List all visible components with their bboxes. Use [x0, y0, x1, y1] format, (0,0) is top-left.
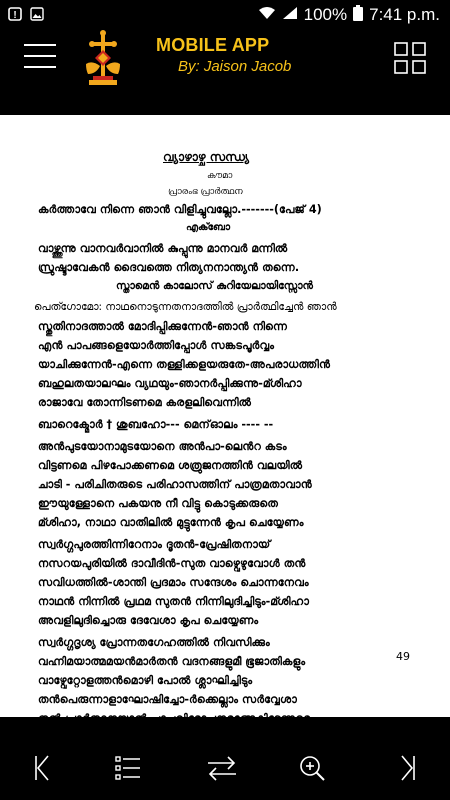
swap-button[interactable] [202, 754, 242, 790]
text-line: ബാറെക്മോർ † ശുബഹോ--- മെന്ഓലം ---- -- [38, 418, 274, 431]
text-line: മ്ശിഹാ, നാഥാ വാതിലിൽ മുട്ടുന്നേൻ കൃപ ചെയ്യേണം [38, 516, 304, 529]
grid-view-icon [394, 42, 426, 74]
first-page-icon [32, 754, 52, 782]
text-line: വഹ്നിമയാത്മമയൻമാർതൻ വദനങ്ങളുമീ ഭൂജാതികളും [38, 655, 306, 668]
clock: 7:41 p.m. [369, 5, 440, 24]
svg-text:!: ! [13, 9, 17, 21]
text-line: നാഥൻ നിന്നിൽ പ്രഥമ സുതൻ നിന്നിലുദിച്ചിടും-മ്ശിഹാ [38, 595, 310, 608]
text-line: നസറയപുരിയിൽ ദാവീദിൻ-സുത വാഴ്വെഴുവോൾ തൻ [38, 557, 306, 570]
table-of-contents-icon [114, 754, 142, 782]
menu-icon [24, 44, 56, 68]
text-line: സ്വർഗ്ഗദൃശ്യ പ്രോന്നതഗേഹത്തിൽ നിവസിക്കും [38, 636, 270, 649]
wifi-icon [258, 5, 276, 25]
first-page-button[interactable] [22, 754, 62, 790]
notification-icon [8, 6, 22, 25]
text-line: സ്വർഗ്ഗപുരത്തിന്നിറേനാം ദൂതൻ-പ്രേഷിതനായ് [38, 538, 271, 551]
text-line: എക്ബോ [186, 222, 231, 233]
text-line: യാചിക്കുന്നേൻ-എന്നെ തള്ളിക്കളയരുതേ-അപരാധത്തിൻ [38, 358, 331, 371]
zoom-in-button[interactable] [292, 754, 332, 790]
battery-percent: 100% [303, 5, 348, 24]
text-line: വാഴ്ത്തുന്നു വാനവർവാനിൽ കുപ്പുന്നു മാനവർ മന്നിൽ [38, 242, 288, 255]
text-line: ബഹുലതയാലഘം വ്യഥയും-ഞാനർപ്പിക്കുന്നു-മ്ശിഹാ [38, 377, 302, 390]
image-icon [30, 6, 44, 25]
page-number: 49 [396, 650, 410, 663]
zoom-in-icon [298, 754, 326, 782]
bottom-toolbar [0, 717, 450, 800]
text-line: സവിധത്തിൽ-ശാന്തി പ്രദമാം സന്ദേശം ചൊന്നനേവം [38, 576, 309, 589]
text-line: അവളിലുദിച്ചൊരു ദേവേശാ കൃപ ചെയ്യേണം [38, 614, 259, 627]
document-subtitle: കൗമാ [207, 171, 233, 181]
last-page-button[interactable] [388, 754, 428, 790]
document-section-heading: പ്രാരംഭ പ്രാർത്ഥന [168, 187, 243, 197]
text-line: അൻപുടയോനാമുടയോനെ അൻപാ-ലെൻറ കടം [38, 440, 287, 453]
app-header [0, 30, 450, 115]
text-line: കർത്താവേ നിന്നെ ഞാൻ വിളിച്ചുവല്ലോ.-------(പേജ് 4) [38, 203, 322, 216]
text-line: രാജാവേ തോന്നിടണമെ കരളലിവെന്നിൽ [38, 396, 252, 409]
grid-view-button[interactable] [394, 42, 426, 74]
text-line: തൻപെരുന്നാളാഘോഷിച്ചോ-ർക്കെല്ലാം സർവ്വേശാ [38, 693, 297, 706]
menu-button[interactable] [24, 44, 56, 70]
text-line: സ്തുതിനാദത്താൽ മോദിപ്പിക്കുന്നേൻ-ഞാൻ നിന്നെ [38, 320, 288, 333]
table-of-contents-button[interactable] [108, 754, 148, 790]
signal-icon [282, 5, 298, 25]
battery-icon [353, 5, 363, 26]
app-subtitle: By: Jaison Jacob [178, 58, 292, 75]
text-line: വാഴ്വേറ്റോളത്തൻമൊഴി പോൽ ശ്ലാഘിച്ചിടും [38, 674, 253, 687]
text-line: ചാടി - പരിചിതരുടെ പരിഹാസത്തിന് പാത്രമതാവാൻ [38, 478, 312, 491]
document-title: വ്യാഴാഴ്ച സന്ധ്യ [163, 150, 249, 164]
status-bar [0, 0, 450, 30]
app-title: MOBILE APP [156, 35, 270, 55]
text-line: പെത്ഗോമോ: നാഥനൊടുന്നതനാദത്തിൽ പ്രാർത്ഥിച്ചേൻ ഞാൻ [34, 301, 337, 313]
swap-icon [206, 754, 238, 782]
text-line: എൻ പാപങ്ങളെയോർത്തിപ്പോൾ സങ്കടപൂർവ്വം [38, 339, 275, 352]
text-line: സ്താമെൻ കാലോസ് കുറിയേലായിസ്സോൻ [116, 280, 313, 292]
text-line: സ്രുഷ്ടാവേകൻ ദൈവത്തെ നിത്യനനാന്ത്യൻ തന്നെ. [38, 261, 300, 274]
text-line: ഈയുള്ളോനെ പകയനു നീ വിട്ടു കൊടുക്കരുതെ [38, 497, 279, 510]
cross-logo [78, 30, 128, 90]
text-line: വിട്ടണമെ പിഴപോക്കണമെ ശത്രുജനത്തിൻ വലയിൽ [38, 459, 303, 472]
last-page-icon [398, 754, 418, 782]
document-page[interactable] [0, 115, 450, 717]
